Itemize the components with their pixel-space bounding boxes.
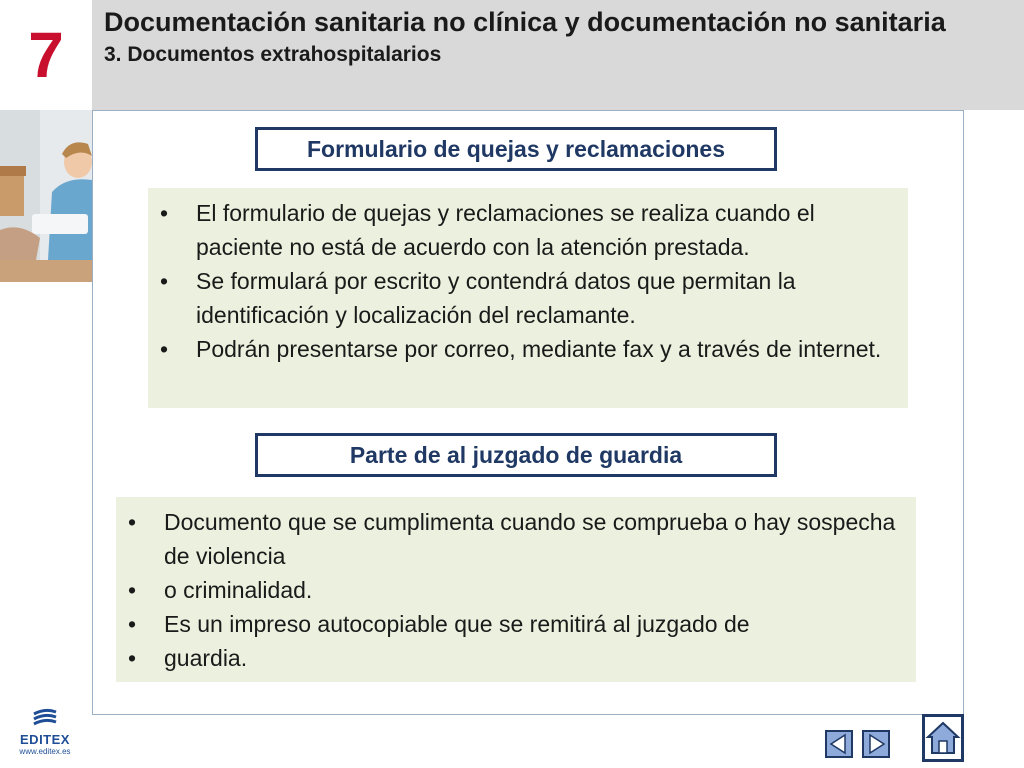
home-button[interactable] [922, 714, 964, 762]
list-item: • Es un impreso autocopiable que se remitirá al juzgado de [164, 607, 906, 641]
bullet-list-juzgado [116, 505, 906, 675]
list-item: • Documento que se cumplimenta cuando se comprueba o hay sospecha de violencia [164, 505, 906, 573]
editex-logo [14, 708, 76, 762]
header-band [92, 0, 1024, 110]
section-title-quejas: Formulario de quejas y reclamaciones [255, 127, 777, 171]
editex-url: www.editex.es [19, 747, 71, 756]
arrow-left-icon [827, 732, 851, 756]
list-item: • o criminalidad. [164, 573, 906, 607]
list-item: • Podrán presentarse por correo, mediante fax y a través de internet. [196, 332, 898, 366]
prev-slide-button[interactable] [825, 730, 853, 758]
section-title-juzgado: Parte de al juzgado de guardia [255, 433, 777, 477]
bullet-box-juzgado [116, 497, 916, 682]
nurse-photo [0, 110, 92, 282]
home-icon [925, 717, 961, 759]
nurse-illustration [0, 110, 92, 282]
list-item: • El formulario de quejas y reclamaciones se realiza cuando el paciente no está de acuerdo con la atención prestada. [196, 196, 898, 264]
list-item: • guardia. [164, 641, 906, 675]
chapter-number: 7 [28, 19, 64, 91]
next-slide-button[interactable] [862, 730, 890, 758]
bullet-box-quejas [148, 188, 908, 408]
list-item: • Se formulará por escrito y contendrá datos que permitan la identificación y localización del reclamante. [196, 264, 898, 332]
editex-brand: EDITEX [20, 732, 70, 747]
bullet-list-quejas [148, 196, 898, 366]
page-title: Documentación sanitaria no clínica y documentación no sanitaria [104, 7, 946, 37]
editex-mark-icon [30, 708, 60, 728]
page-subtitle: 3. Documentos extrahospitalarios [104, 43, 442, 66]
arrow-right-icon [864, 732, 888, 756]
